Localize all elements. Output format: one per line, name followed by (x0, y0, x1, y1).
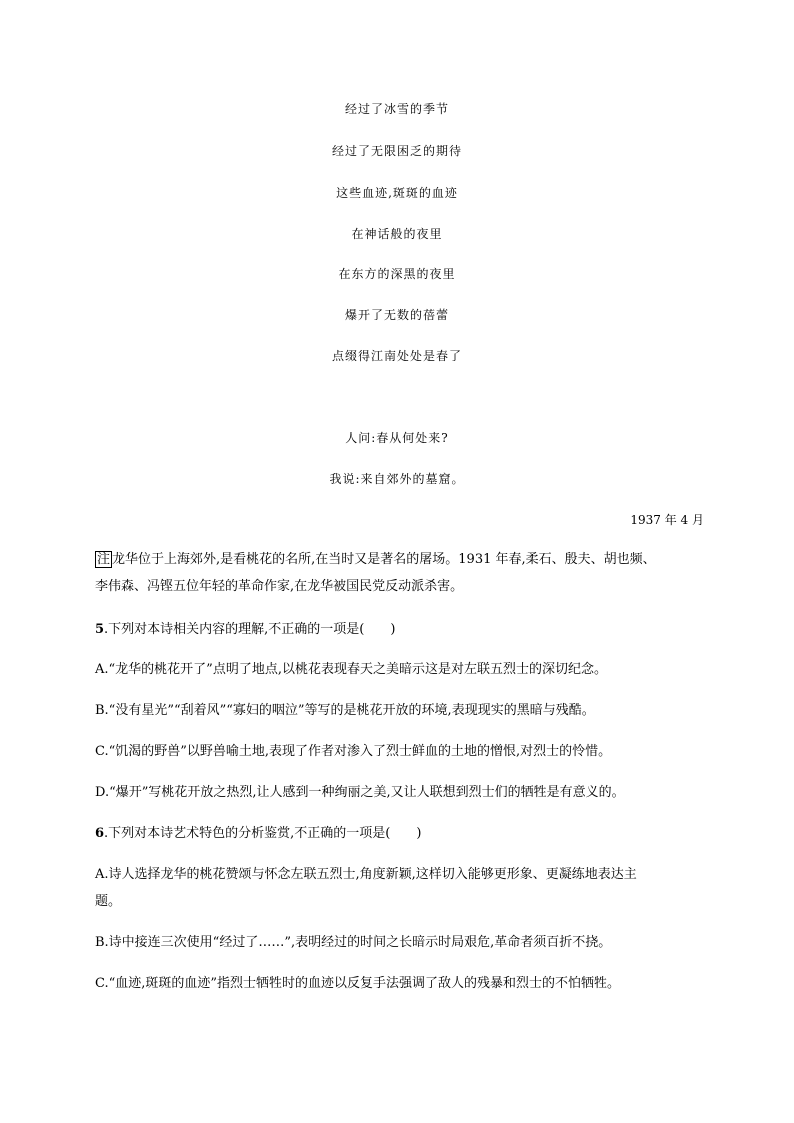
option-a-line-1: A.诗人选择龙华的桃花赞颂与怀念左联五烈士,角度新颖,这样切入能够更形象、更凝练地表达主 (95, 867, 637, 882)
option-b: B.诗中接连三次使用“经过了……”,表明经过的时间之长暗示时局艰危,革命者须百折不挠。 (95, 935, 612, 950)
question-text: .下列对本诗艺术特色的分析鉴赏,不正确的一项是( ) (104, 826, 422, 841)
poem-dialogue-line: 人问:春从何处来? (345, 431, 449, 445)
question-number: 6 (95, 826, 105, 841)
footnote-text: 龙华位于上海郊外,是看桃花的名所,在当时又是著名的屠场。1931 年春,柔石、殷夫、胡也频、 (112, 552, 656, 567)
poem-line: 经过了无限困乏的期待 (331, 144, 462, 158)
option-a: A.“龙华的桃花开了”点明了地点,以桃花表现春天之美暗示这是对左联五烈士的深切纪念。 (95, 662, 607, 677)
poem-line: 这些血迹,斑斑的血迹 (336, 186, 458, 200)
question-6 (95, 820, 699, 847)
poem-line: 在东方的深黑的夜里 (338, 267, 456, 281)
option-b: B.“没有星光”“刮着风”“寡妇的咽泣”等写的是桃花开放的环境,表现现实的黑暗与残酷。 (95, 703, 595, 718)
option-c: C.“饥渴的野兽”以野兽喻土地,表现了作者对渗入了烈士鲜血的土地的憎恨,对烈士的怜惜。 (95, 744, 612, 759)
poem-line: 点缀得江南处处是春了 (331, 349, 462, 363)
poem-line: 经过了冰雪的季节 (344, 102, 449, 116)
option-c: C.“血迹,斑斑的血迹”指烈士牺牲时的血迹以反复手法强调了敌人的残暴和烈士的不怕牺牲。 (95, 976, 621, 991)
question-stem (95, 616, 699, 643)
question-stem (95, 820, 699, 847)
footnote-label: 注 (97, 552, 111, 567)
footnote-line-2: 李伟森、冯铿五位年轻的革命作家,在龙华被国民党反动派杀害。 (95, 579, 464, 594)
option-a-line-2: 题。 (95, 894, 122, 909)
poem-line: 爆开了无数的蓓蕾 (344, 308, 449, 322)
question-text: .下列对本诗相关内容的理解,不正确的一项是( ) (104, 622, 396, 637)
poem-date: 1937 年 4 月 (630, 513, 704, 527)
poem-line: 在神话般的夜里 (351, 227, 443, 241)
poem-dialogue-line: 我说:来自郊外的墓窟。 (329, 472, 465, 486)
footnote (95, 546, 699, 600)
footnote-line-1 (95, 546, 699, 573)
option-a (95, 861, 699, 915)
question-number: 5 (95, 622, 105, 637)
option-d: D.“爆开”写桃花开放之热烈,让人感到一种绚丽之美,又让人联想到烈士们的牺牲是有意义的。 (95, 785, 625, 800)
question-5 (95, 616, 699, 643)
